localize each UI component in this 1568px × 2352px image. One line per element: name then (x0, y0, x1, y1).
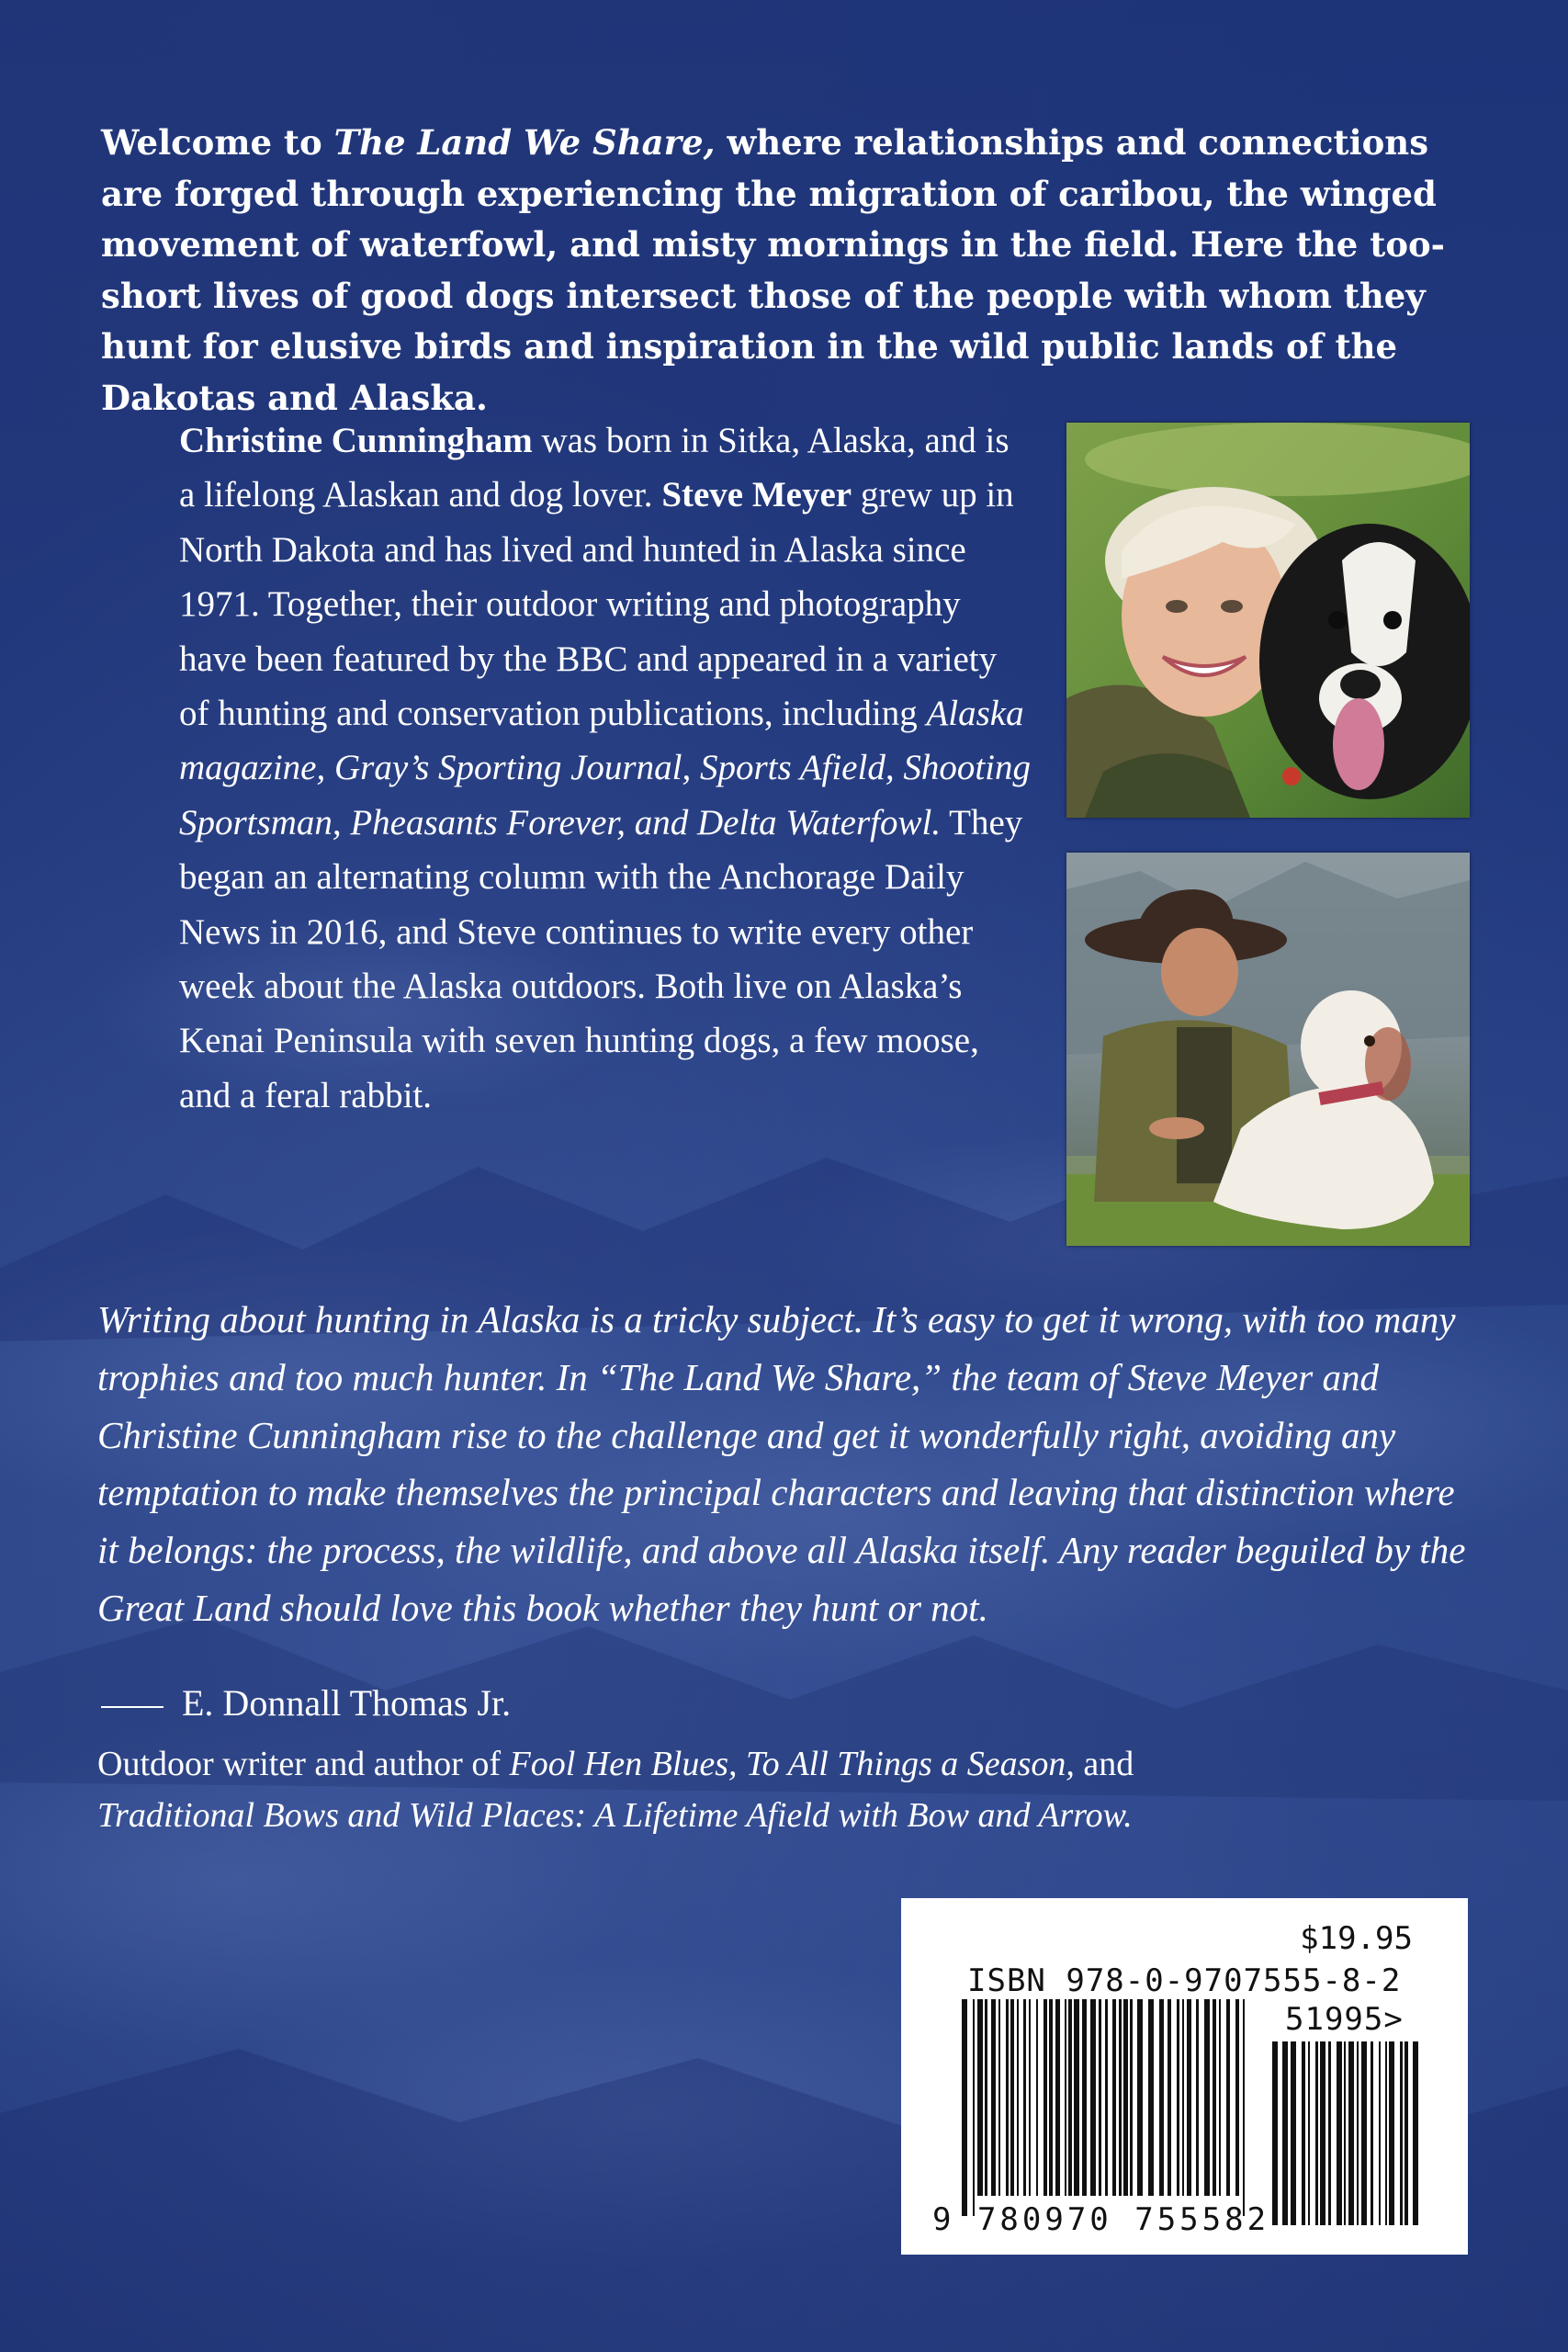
barcode-bar (1036, 1999, 1038, 2196)
barcode-bar (1291, 2041, 1296, 2225)
barcode-bar (1379, 2041, 1381, 2225)
barcode-bar (1043, 1999, 1047, 2196)
barcode-bar (1148, 1999, 1154, 2196)
barcode-bar (1123, 1999, 1128, 2196)
barcode-bar (1196, 1999, 1199, 2196)
barcode-bar (1337, 2041, 1342, 2225)
isbn-label: ISBN 978-0-9707555-8-2 (967, 1962, 1402, 1999)
barcode-bar (1315, 2041, 1318, 2225)
barcode-bar (1226, 1999, 1230, 2196)
barcode-bar (1328, 2041, 1331, 2225)
intro-blurb (101, 118, 1470, 424)
barcode-bar (1137, 1999, 1143, 2196)
barcode-bar (1074, 1999, 1079, 2196)
barcode-bar (1400, 2041, 1403, 2225)
credit-books-1: Fool Hen Blues, To All Things a Season, (509, 1745, 1075, 1783)
barcode-bar (1017, 1999, 1019, 2196)
barcode-bar (1168, 1999, 1171, 2196)
credit-mid: and (1074, 1745, 1134, 1783)
barcode-bar (1213, 1999, 1216, 2196)
credit-books-2: Traditional Bows and Wild Places: A Lifetime Afield with Bow and Arrow. (97, 1796, 1133, 1835)
barcode-bar (1404, 2041, 1408, 2225)
barcode-bar (1182, 1999, 1184, 2196)
attribution-credit (97, 1738, 1475, 1841)
barcode-bar (1235, 1999, 1239, 2196)
barcode-bar (1272, 2041, 1278, 2225)
barcode-bar (1049, 1999, 1053, 2196)
barcode-bar (1065, 1999, 1066, 2196)
barcode-bar (1413, 2041, 1418, 2225)
barcode-bar (1099, 1999, 1101, 2196)
barcode-bar (1357, 2041, 1359, 2225)
barcode-bar (1219, 1999, 1221, 2196)
bio-publications: Alaska magazine, Gray’s Sporting Journal, Sports Afield, Shooting Sportsman, Pheasants Forever, and Delta Waterfowl. (179, 694, 1031, 842)
price-code: 51995> (1285, 2001, 1404, 2038)
barcode-bar (1371, 2041, 1373, 2225)
author-photo-steve (1066, 853, 1470, 1246)
credit-pre: Outdoor writer and author of (97, 1745, 510, 1783)
barcode-bar (1389, 2041, 1394, 2225)
barcode-bar (1348, 2041, 1354, 2225)
author-bio (179, 413, 1033, 1123)
barcode-bar (1068, 1999, 1072, 2196)
barcode-bar (1177, 1999, 1179, 2196)
barcode-bar (991, 1999, 996, 2196)
bio-text-1: was born in Sitka, Alaska, and is a lifelong Alaskan and dog lover. (179, 421, 1010, 515)
barcode-bar (1159, 1999, 1164, 2196)
quote-attribution (97, 1680, 1475, 1726)
author-photo-christine (1066, 423, 1470, 818)
bio-text-3: They began an alternating column with the Anchorage Daily News in 2016, and Steve continues to write every other week about the Alaska outdoors. Both live on Alaska’s Kenai Peninsula with seven hunting dogs, a few moose, and a feral rabbit. (179, 802, 1023, 1115)
barcode-bar (1187, 1999, 1191, 2196)
barcode-bar (1006, 1999, 1009, 2196)
bio-text-2: grew up in North Dakota and has lived and hunted in Alaska since 1971. Together, their outdoor writing and photography have been featured by the BBC and appeared in a variety of hunting and conservation publications, including (179, 475, 1014, 734)
barcode-bar (977, 1999, 983, 2196)
barcode-bar (1055, 1999, 1060, 2196)
barcode-bar (1112, 1999, 1116, 2196)
barcode-bar (1320, 2041, 1325, 2225)
attribution-name: E. Donnall Thomas Jr. (182, 1682, 512, 1724)
barcode-bar (1308, 2041, 1310, 2225)
price-label: $19.95 (1300, 1920, 1413, 1957)
barcode-bar (1029, 1999, 1031, 2196)
isbn-barcode (901, 1898, 1468, 2255)
barcode-bar (985, 1999, 987, 2196)
author-name-steve: Steve Meyer (661, 475, 852, 515)
barcode-bar (1105, 1999, 1108, 2196)
barcode-bar (1361, 2041, 1367, 2225)
barcode-bar (1243, 1999, 1245, 2216)
barcode-bar (1204, 1999, 1210, 2196)
attribution-dash (101, 1706, 164, 1708)
barcode-bar (1023, 1999, 1026, 2196)
barcode-bar (1010, 1999, 1014, 2196)
barcode-bar (1130, 1999, 1133, 2196)
barcode-bar (1119, 1999, 1122, 2196)
book-title: The Land We Share, (333, 122, 716, 163)
barcode-bar (973, 1999, 975, 2216)
barcode-bar (1282, 2041, 1288, 2225)
testimonial-quote: Writing about hunting in Alaska is a tricky subject. It’s easy to get it wrong, with too many trophies and too much hunter. In “The Land We Share,” the team of Steve Meyer and Christine Cunningham rise to the challenge and get it wonderfully right, avoiding any temptation to make themselves the principal characters and leaving that distinction where it belongs: the process, the wildlife, and above all Alaska itself. Any reader beguiled by the Great Land should love this book whether they hunt or not. (97, 1298, 1466, 1629)
barcode-bar (1082, 1999, 1087, 2196)
intro-pre: Welcome to (101, 122, 334, 163)
barcode-bar (1385, 2041, 1387, 2225)
author-name-christine: Christine Cunningham (179, 421, 533, 460)
barcode-bar (1090, 1999, 1096, 2196)
barcode-bar (962, 1999, 967, 2216)
barcode-bar (1344, 2041, 1346, 2225)
intro-post: where relationships and connections are forged through experiencing the migration of caribou, the winged movement of waterfowl, and misty mornings in the field. Here the too-short lives of good dogs intersect those of the people with whom they hunt for elusive birds and inspiration in the wild public lands of the Dakotas and Alaska. (101, 122, 1446, 418)
barcode-bar (1302, 2041, 1305, 2225)
barcode-bar (998, 1999, 1000, 2196)
barcode-digits: 9 780970 755582 (932, 2201, 1270, 2238)
